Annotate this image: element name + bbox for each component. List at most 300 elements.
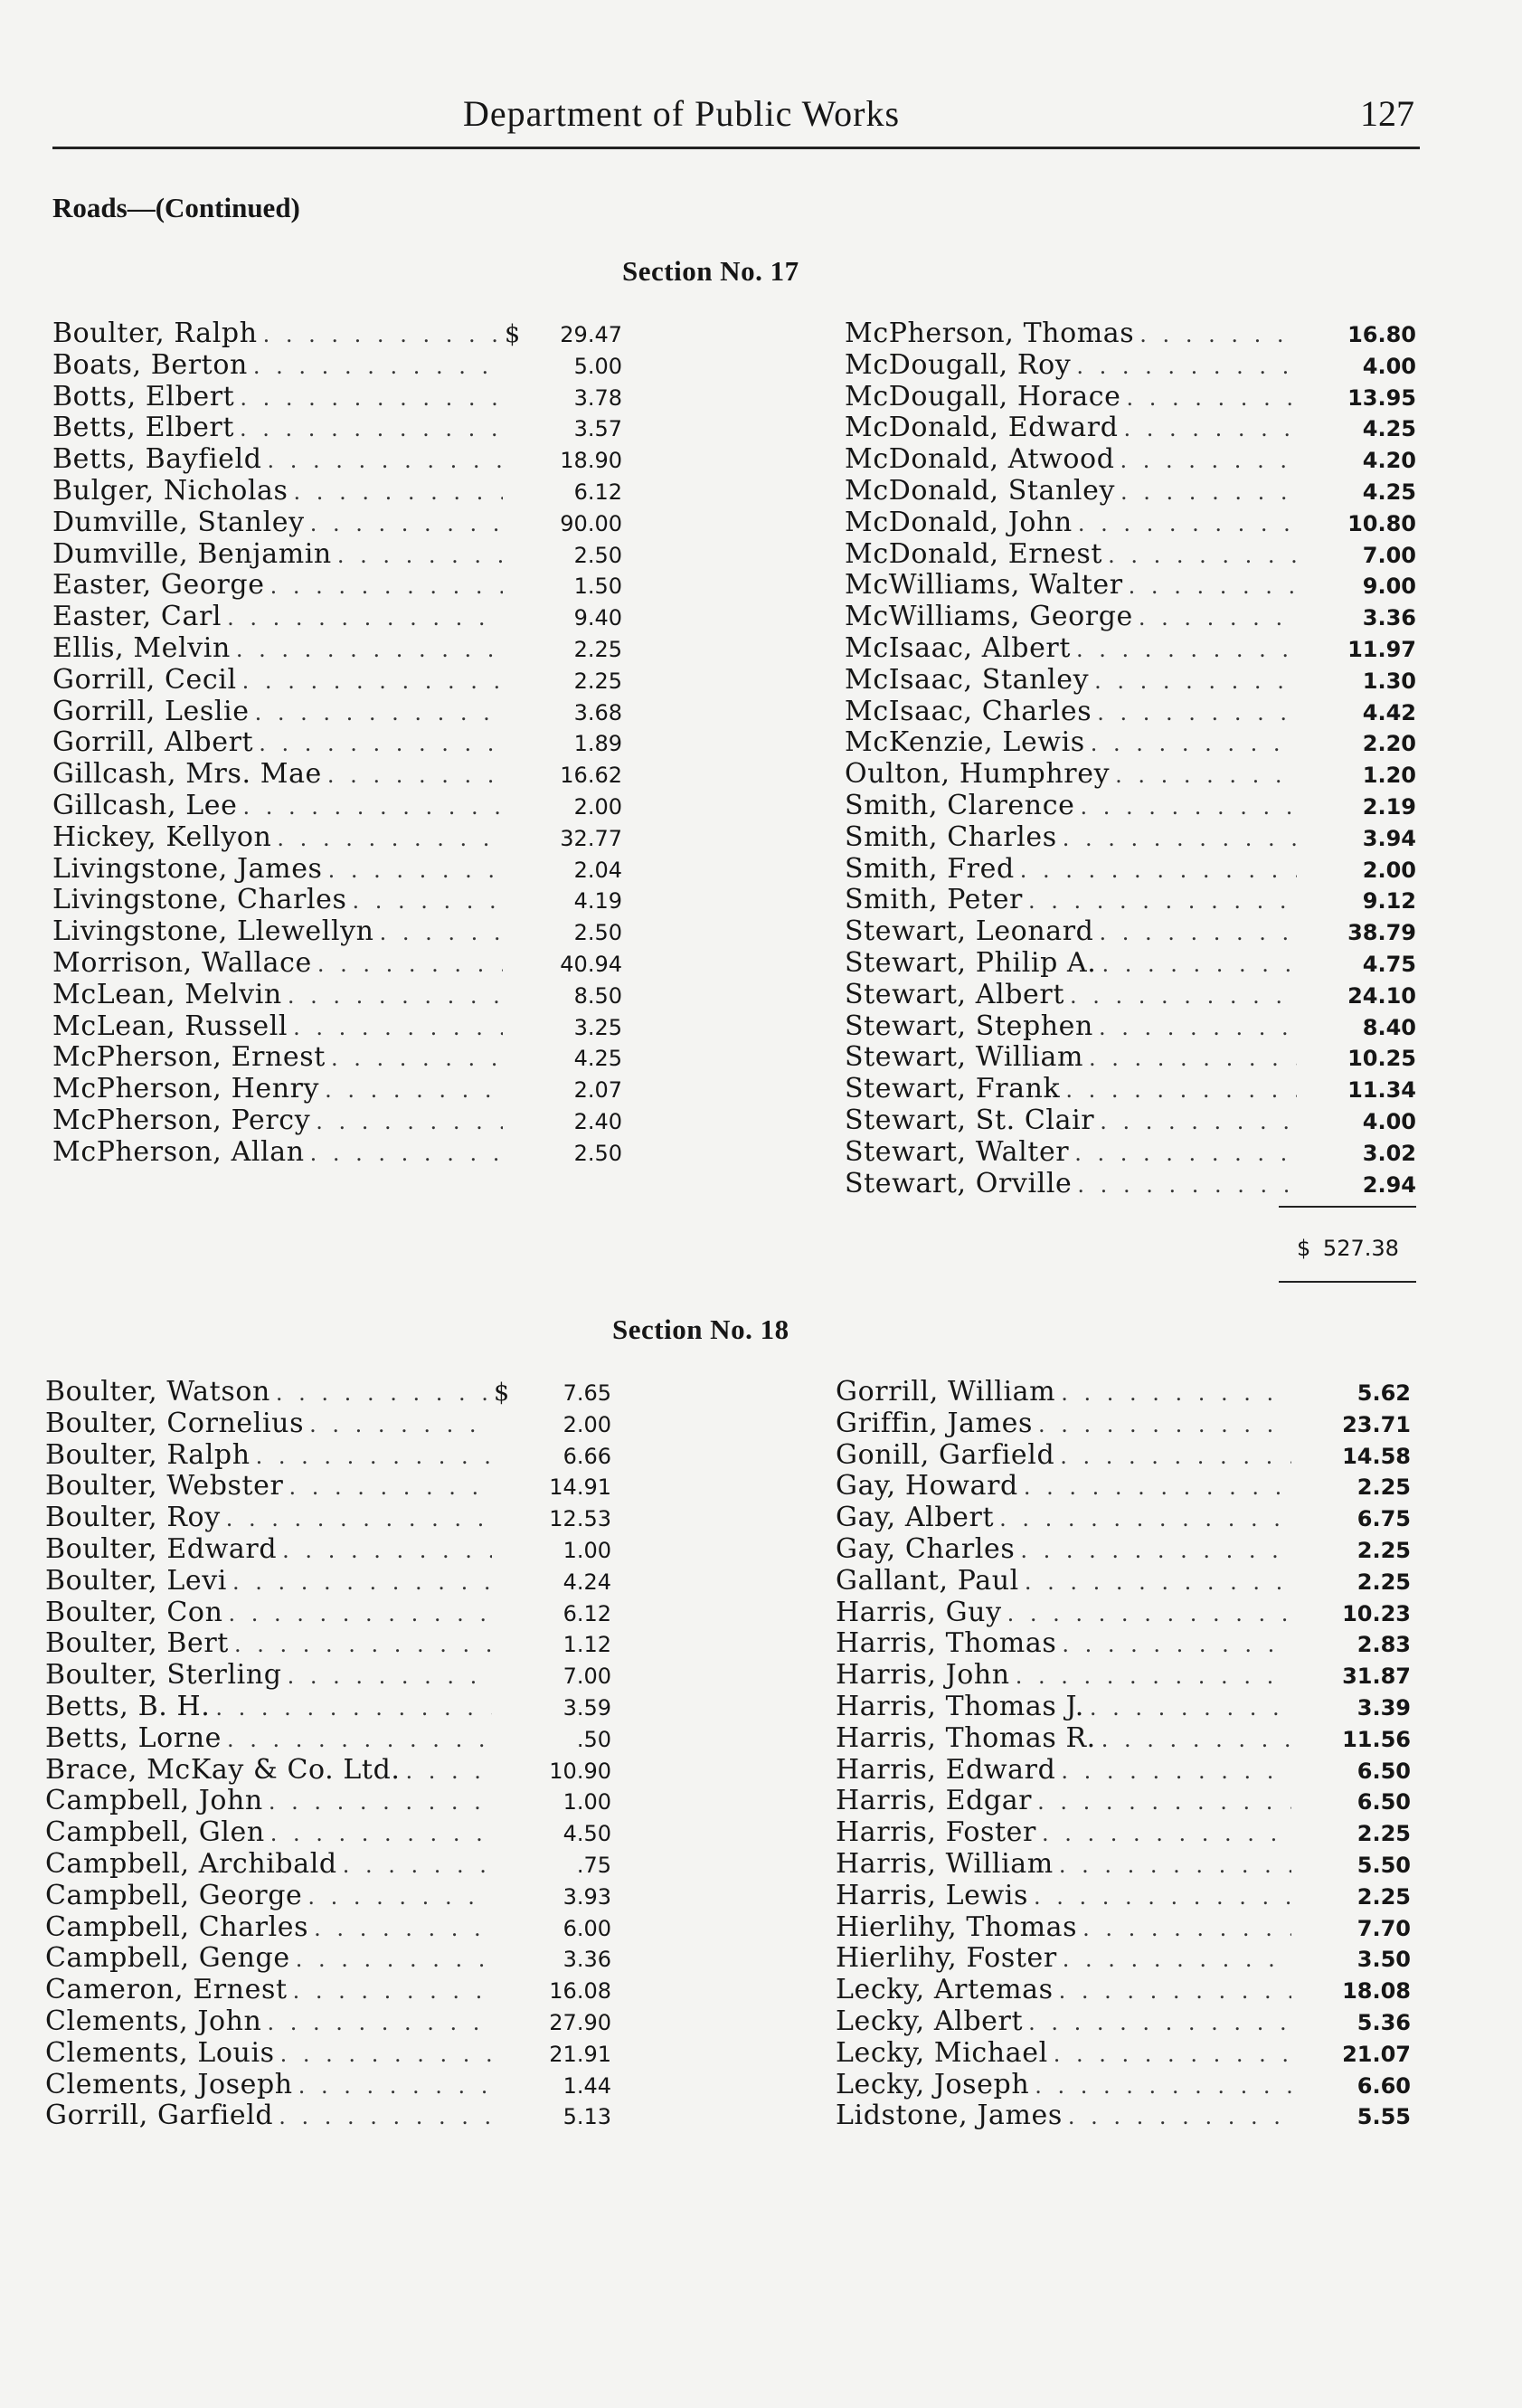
currency-symbol: $	[505, 320, 521, 348]
payee-name: Bulger, Nicholas	[52, 474, 288, 507]
payee-name: Smith, Charles	[845, 820, 1057, 853]
currency-symbol: $	[494, 1379, 510, 1407]
list-item	[845, 759, 1416, 791]
payment-amount: 6.50	[1357, 1789, 1411, 1815]
payee-name: Dumville, Stanley	[52, 506, 305, 538]
payee-name: Livingstone, Llewellyn	[52, 915, 374, 948]
dot-leader	[1061, 1378, 1291, 1409]
dot-leader	[1076, 351, 1297, 383]
dot-leader	[1090, 1692, 1291, 1724]
payment-amount: 2.04	[573, 857, 622, 883]
list-item	[45, 1723, 611, 1755]
dot-leader	[406, 1756, 492, 1787]
list-item	[845, 350, 1416, 382]
payee-name: Smith, Clarence	[845, 789, 1075, 821]
dot-leader	[1080, 792, 1297, 823]
payee-name: Gillcash, Lee	[52, 789, 238, 821]
payee-name: McPherson, Henry	[52, 1073, 320, 1105]
payee-name: Stewart, Leonard	[845, 915, 1094, 948]
list-item	[45, 1975, 611, 2006]
dot-leader	[1099, 1012, 1297, 1044]
list-item	[45, 2006, 611, 2038]
payee-name: Livingstone, Charles	[52, 884, 347, 916]
list-item	[52, 412, 622, 444]
payment-amount: 6.75	[1357, 1506, 1411, 1532]
payment-amount: 3.68	[573, 699, 622, 725]
payment-amount: 4.20	[1362, 448, 1416, 474]
list-item	[845, 727, 1416, 759]
dot-leader	[1065, 1075, 1297, 1106]
payment-amount: 9.12	[1362, 888, 1416, 915]
payee-name: Boulter, Cornelius	[45, 1407, 305, 1439]
payee-name: Stewart, St. Clair	[845, 1104, 1095, 1136]
list-item	[836, 1692, 1411, 1723]
payee-name: Gonill, Garfield	[836, 1438, 1055, 1471]
dot-leader	[236, 634, 503, 666]
payee-name: Harris, Foster	[836, 1816, 1036, 1849]
payee-name: Campbell, Glen	[45, 1816, 265, 1849]
list-item	[52, 791, 622, 822]
payment-amount: 14.58	[1342, 1443, 1411, 1469]
list-item	[845, 602, 1416, 633]
dot-leader	[255, 697, 503, 729]
dot-leader	[253, 351, 503, 383]
payment-amount: 6.12	[562, 1600, 611, 1626]
payment-amount: 6.60	[1357, 2072, 1411, 2099]
dot-leader	[1042, 1818, 1291, 1850]
dot-leader	[1060, 1441, 1291, 1473]
list-item	[45, 1440, 611, 1472]
payee-name: Boulter, Roy	[45, 1502, 221, 1534]
dot-leader	[331, 1043, 503, 1075]
payee-name: Boulter, Con	[45, 1596, 223, 1628]
payment-amount: 3.36	[562, 1947, 611, 1973]
list-item	[845, 1137, 1416, 1169]
payee-name: Griffin, James	[836, 1407, 1034, 1439]
payee-name: McIsaac, Stanley	[845, 663, 1090, 696]
dot-leader	[1074, 1138, 1297, 1170]
list-item	[845, 633, 1416, 665]
list-item	[45, 1912, 611, 1944]
payee-name: McIsaac, Charles	[845, 695, 1092, 727]
payee-name: Gay, Charles	[836, 1532, 1016, 1565]
payment-amount: 8.50	[573, 982, 622, 1009]
payee-name: Gorrill, Leslie	[52, 695, 250, 727]
page-header	[52, 87, 1420, 149]
payment-amount: 11.56	[1342, 1726, 1411, 1752]
dot-leader	[1038, 1409, 1291, 1441]
payee-name: McDonald, Stanley	[845, 474, 1116, 507]
payment-amount: 1.00	[562, 1537, 611, 1563]
list-item	[836, 1534, 1411, 1566]
payee-name: Boulter, Levi	[45, 1564, 227, 1597]
payee-name: McPherson, Percy	[52, 1104, 311, 1136]
payee-name: Lecky, Albert	[836, 2005, 1024, 2037]
payment-amount: 10.23	[1342, 1600, 1411, 1626]
payment-amount: 7.65	[562, 1380, 611, 1406]
payee-name: Boats, Berton	[52, 348, 248, 381]
payment-amount: .75	[576, 1852, 611, 1878]
list-item	[45, 1692, 611, 1723]
payee-name: McDonald, Ernest	[845, 537, 1103, 570]
list-item	[52, 1011, 622, 1043]
payee-name: Smith, Fred	[845, 852, 1015, 885]
dot-leader	[1100, 1106, 1297, 1138]
list-item	[52, 633, 622, 665]
dot-leader	[310, 508, 503, 540]
list-item	[52, 948, 622, 980]
payee-name: Brace, McKay & Co. Ltd.	[45, 1753, 401, 1786]
payee-name: McKenzie, Lewis	[845, 726, 1085, 759]
list-item	[52, 916, 622, 948]
payee-name: Boulter, Webster	[45, 1470, 284, 1503]
dot-leader	[1124, 413, 1297, 445]
payment-amount: 2.00	[562, 1411, 611, 1437]
payment-amount: 27.90	[549, 2009, 611, 2035]
dot-leader	[1070, 981, 1297, 1012]
dot-leader	[232, 1567, 492, 1598]
payment-amount: 8.40	[1362, 1014, 1416, 1040]
payment-amount: 10.80	[1347, 510, 1416, 536]
payee-name: McDonald, John	[845, 506, 1073, 538]
payment-amount: 2.50	[573, 920, 622, 946]
dot-leader	[268, 445, 503, 477]
payment-amount: 40.94	[560, 951, 622, 977]
dot-leader	[1139, 602, 1297, 634]
payment-amount: 3.39	[1357, 1694, 1411, 1721]
dot-leader	[256, 1441, 492, 1473]
payment-amount: 7.70	[1357, 1915, 1411, 1941]
payee-name: McWilliams, Walter	[845, 569, 1123, 602]
dot-leader	[1127, 383, 1297, 414]
payment-amount: 2.19	[1362, 793, 1416, 820]
dot-leader	[1059, 1850, 1291, 1882]
list-item	[52, 444, 622, 476]
payee-name: Lecky, Artemas	[836, 1974, 1054, 2006]
list-item	[845, 1105, 1416, 1137]
dot-leader	[316, 1106, 503, 1138]
payment-amount: 6.00	[562, 1915, 611, 1941]
list-item	[836, 1912, 1411, 1944]
payment-amount: 21.91	[549, 2041, 611, 2067]
list-item	[45, 1628, 611, 1660]
payment-amount: 1.12	[562, 1632, 611, 1658]
payment-amount: 18.08	[1342, 1978, 1411, 2005]
dot-leader	[317, 949, 503, 981]
payment-amount: 5.36	[1357, 2009, 1411, 2035]
payment-amount: 3.02	[1362, 1140, 1416, 1166]
payment-amount: 3.78	[573, 384, 622, 411]
payment-amount: 2.25	[1357, 1821, 1411, 1847]
payee-name: McDougall, Roy	[845, 348, 1072, 381]
payment-amount: 1.50	[573, 574, 622, 600]
payment-amount: 4.50	[562, 1821, 611, 1847]
list-item	[836, 1377, 1411, 1408]
list-item	[45, 1377, 611, 1408]
dot-leader	[1097, 697, 1297, 729]
dot-leader	[327, 760, 503, 792]
payee-name: Harris, Edgar	[836, 1785, 1033, 1817]
payee-name: McPherson, Allan	[52, 1135, 305, 1168]
payee-name: Boulter, Watson	[45, 1376, 270, 1408]
payee-name: Boulter, Bert	[45, 1627, 229, 1660]
payee-name: Stewart, Frank	[845, 1073, 1061, 1105]
list-item	[836, 1566, 1411, 1597]
payee-name: Betts, Bayfield	[52, 443, 262, 476]
dot-leader	[337, 540, 503, 572]
dot-leader	[1063, 823, 1297, 855]
dot-leader	[343, 1850, 492, 1882]
section-18-right-list	[836, 1377, 1411, 2132]
list-item	[845, 318, 1416, 350]
payment-amount: 4.42	[1362, 699, 1416, 725]
payee-name: McDonald, Atwood	[845, 443, 1115, 476]
payment-amount: 29.47	[560, 322, 622, 347]
payee-name: Harris, William	[836, 1847, 1054, 1880]
dot-leader	[1101, 1724, 1291, 1756]
dot-leader	[293, 1012, 503, 1044]
payment-amount: 2.00	[1362, 857, 1416, 883]
dot-leader	[1028, 2007, 1291, 2039]
list-item	[845, 539, 1416, 571]
payment-amount: 6.12	[573, 479, 622, 505]
dot-leader	[1061, 1756, 1291, 1787]
page-number: 127	[1360, 93, 1414, 134]
total-currency: $	[1297, 1236, 1311, 1261]
payee-name: McDougall, Horace	[845, 380, 1121, 412]
payee-name: Dumville, Benjamin	[52, 537, 332, 570]
dot-leader	[1063, 1944, 1291, 1976]
list-item	[52, 382, 622, 413]
payment-amount: 14.91	[549, 1474, 611, 1501]
list-item	[45, 1471, 611, 1503]
payment-amount: 5.62	[1357, 1380, 1411, 1406]
payment-amount: 12.53	[549, 1506, 611, 1532]
list-item	[845, 570, 1416, 602]
payee-name: McDonald, Edward	[845, 412, 1119, 444]
section-18-left-list	[45, 1377, 611, 2132]
payee-name: McPherson, Thomas	[845, 318, 1135, 349]
list-item	[52, 570, 622, 602]
dot-leader	[240, 383, 503, 414]
list-item	[52, 885, 622, 916]
payment-amount: 3.25	[573, 1014, 622, 1040]
payment-amount: 1.20	[1362, 763, 1416, 789]
dot-leader	[229, 1598, 493, 1630]
payee-name: Boulter, Edward	[45, 1532, 278, 1565]
payment-amount: 4.24	[562, 1569, 611, 1595]
list-item	[845, 854, 1416, 886]
dot-leader	[1007, 1598, 1291, 1630]
list-item	[845, 1042, 1416, 1074]
list-item	[845, 444, 1416, 476]
list-item	[836, 1660, 1411, 1692]
dot-leader	[1024, 1472, 1291, 1503]
payment-amount: 38.79	[1347, 920, 1416, 946]
list-item	[52, 1042, 622, 1074]
payment-amount: 2.25	[573, 668, 622, 694]
payee-name: Stewart, Philip A.	[845, 946, 1097, 979]
dot-leader	[1077, 1170, 1297, 1201]
list-item	[52, 1105, 622, 1137]
payee-name: Gay, Albert	[836, 1502, 995, 1534]
list-item	[836, 1786, 1411, 1817]
payment-amount: 11.97	[1347, 636, 1416, 662]
list-item	[45, 1597, 611, 1629]
payment-amount: 3.36	[1362, 605, 1416, 631]
dot-leader	[1076, 634, 1297, 666]
dot-leader	[314, 1913, 492, 1945]
list-item	[836, 1597, 1411, 1629]
payment-amount: 2.07	[573, 1077, 622, 1104]
payment-amount: 2.25	[1357, 1883, 1411, 1910]
payee-name: Stewart, Stephen	[845, 1010, 1093, 1042]
dot-leader	[279, 2101, 492, 2133]
dot-leader	[270, 571, 503, 602]
payee-name: Botts, Elbert	[52, 380, 235, 412]
payee-name: Harris, Guy	[836, 1596, 1002, 1628]
dot-leader	[1059, 1976, 1291, 2007]
payment-amount: 2.20	[1362, 731, 1416, 757]
payment-amount: 2.25	[1357, 1569, 1411, 1595]
payee-name: Cameron, Ernest	[45, 1974, 288, 2006]
payee-name: Boulter, Ralph	[52, 318, 258, 349]
section-17-title: Section No. 17	[622, 255, 799, 287]
dot-leader	[1062, 1629, 1291, 1661]
list-item	[845, 1074, 1416, 1105]
list-item	[845, 412, 1416, 444]
roads-continued-heading: Roads—(Continued)	[52, 192, 300, 223]
list-item	[836, 1503, 1411, 1534]
payee-name: Harris, Lewis	[836, 1879, 1028, 1911]
dot-leader	[353, 886, 504, 917]
payment-amount: 5.00	[573, 353, 622, 379]
payee-name: Morrison, Wallace	[52, 946, 312, 979]
list-item	[836, 1881, 1411, 1912]
dot-leader	[1120, 477, 1297, 508]
payment-amount: 2.25	[1357, 1537, 1411, 1563]
list-item	[845, 791, 1416, 822]
payee-name: Hickey, Kellyon	[52, 820, 272, 853]
payment-amount: 2.94	[1362, 1171, 1416, 1198]
dot-leader	[1020, 855, 1297, 886]
dot-leader	[227, 1724, 492, 1756]
dot-leader	[298, 2071, 492, 2102]
list-item	[845, 697, 1416, 728]
dot-leader	[288, 1472, 492, 1503]
dot-leader	[1016, 1661, 1291, 1692]
list-item	[45, 1566, 611, 1597]
payment-amount: 1.00	[562, 1789, 611, 1815]
dot-leader	[1037, 1787, 1291, 1818]
payee-name: Clements, Louis	[45, 2036, 275, 2069]
payee-name: Stewart, William	[845, 1041, 1084, 1074]
payment-amount: 4.00	[1362, 353, 1416, 379]
payment-amount: 18.90	[560, 448, 622, 474]
payment-amount: 3.57	[573, 416, 622, 442]
list-item	[45, 2100, 611, 2132]
dot-leader	[294, 477, 503, 508]
payment-amount: 16.08	[549, 1978, 611, 2005]
list-item	[845, 507, 1416, 539]
list-item	[836, 2070, 1411, 2101]
payee-name: Gallant, Paul	[836, 1564, 1019, 1597]
dot-leader	[277, 823, 503, 855]
payment-amount: 9.40	[573, 605, 622, 631]
payee-name: Lecky, Joseph	[836, 2068, 1030, 2100]
payment-amount: 2.00	[573, 793, 622, 820]
payee-name: Betts, B. H.	[45, 1690, 211, 1722]
payment-amount: 31.87	[1342, 1664, 1411, 1690]
payee-name: Campbell, Archibald	[45, 1847, 337, 1880]
list-item	[52, 854, 622, 886]
payee-name: Gorrill, William	[836, 1376, 1056, 1408]
list-item	[845, 916, 1416, 948]
dot-leader	[1089, 1043, 1297, 1075]
payee-name: Betts, Lorne	[45, 1721, 222, 1754]
payment-amount: 32.77	[560, 825, 622, 851]
list-item	[52, 602, 622, 633]
dot-leader	[1091, 728, 1297, 760]
payee-name: Harris, Edward	[836, 1753, 1056, 1786]
payee-name: Boulter, Sterling	[45, 1659, 282, 1692]
dot-leader	[325, 1075, 503, 1106]
total-amount: 527.38	[1322, 1236, 1399, 1261]
dot-leader	[269, 1787, 492, 1818]
list-item	[836, 1817, 1411, 1849]
payment-amount: 24.10	[1347, 982, 1416, 1009]
list-item	[845, 948, 1416, 980]
payment-amount: 10.25	[1347, 1046, 1416, 1072]
dot-leader	[242, 666, 503, 697]
section-17-total	[1297, 1236, 1399, 1261]
payment-amount: 13.95	[1347, 384, 1416, 411]
payee-name: Campbell, John	[45, 1785, 263, 1817]
payee-name: Harris, Thomas	[836, 1627, 1057, 1660]
payment-amount: 4.25	[573, 1046, 622, 1072]
payee-name: McLean, Melvin	[52, 978, 282, 1010]
dot-leader	[296, 1944, 492, 1976]
list-item	[845, 822, 1416, 854]
payment-amount: 3.59	[562, 1694, 611, 1721]
list-item	[836, 1628, 1411, 1660]
dot-leader	[270, 1818, 492, 1850]
list-item	[45, 1660, 611, 1692]
payee-name: Livingstone, James	[52, 852, 323, 885]
payment-amount: 3.50	[1357, 1947, 1411, 1973]
payment-amount: 5.55	[1357, 2104, 1411, 2130]
payee-name: Hierlihy, Thomas	[836, 1910, 1078, 1943]
dot-leader	[263, 319, 503, 351]
list-item	[52, 727, 622, 759]
list-item	[52, 697, 622, 728]
dot-leader	[226, 1503, 492, 1535]
list-item	[45, 2038, 611, 2070]
payee-name: Stewart, Orville	[845, 1167, 1073, 1199]
payee-name: McLean, Russell	[52, 1010, 288, 1042]
payment-amount: .50	[576, 1726, 611, 1752]
dot-leader	[1035, 2071, 1291, 2102]
list-item	[45, 1503, 611, 1534]
list-item	[45, 1786, 611, 1817]
payment-amount: 2.50	[573, 542, 622, 568]
dot-leader	[1108, 540, 1297, 572]
payee-name: Easter, Carl	[52, 601, 222, 633]
dot-leader	[240, 413, 503, 445]
dot-leader	[1120, 445, 1297, 477]
payment-amount: 4.00	[1362, 1108, 1416, 1134]
dot-leader	[999, 1503, 1291, 1535]
